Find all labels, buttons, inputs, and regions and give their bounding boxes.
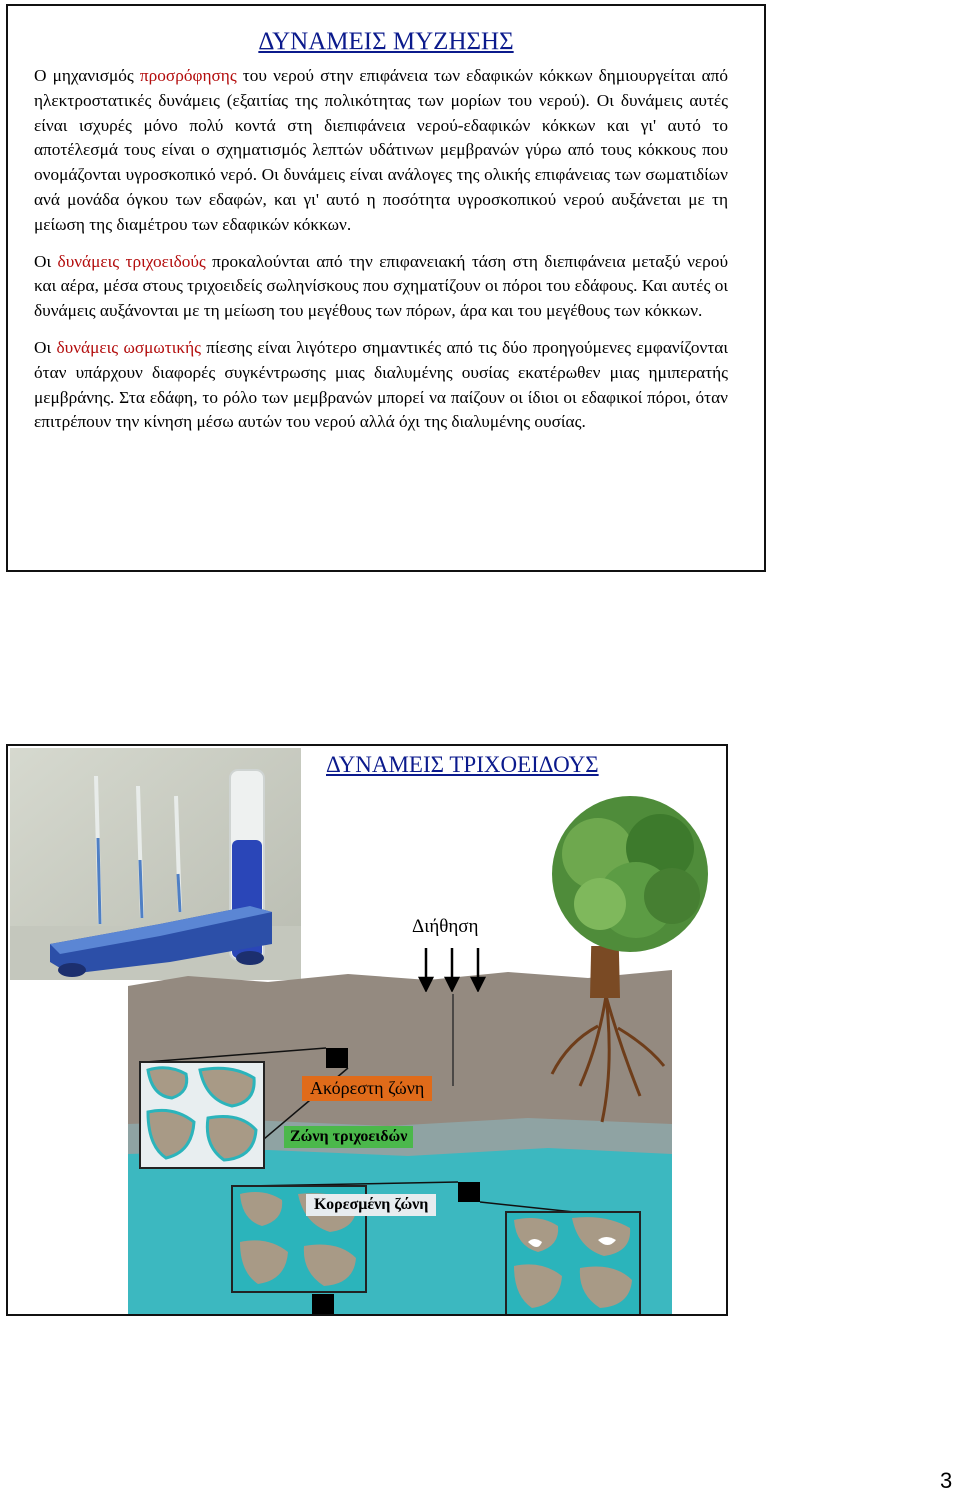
infiltration-arrows bbox=[416, 946, 488, 992]
term-osmotic: δυνάμεις ωσμωτικής bbox=[56, 337, 201, 357]
inset-capillary-pores bbox=[506, 1212, 640, 1316]
slide-capillary-forces bbox=[6, 744, 728, 1316]
page-number: 3 bbox=[940, 1468, 953, 1493]
label-capillary-zone: Ζώνη τριχοειδών bbox=[284, 1126, 413, 1148]
paragraph-capillary: Οι δυνάμεις τριχοειδούς προκαλούνται από την επιφανειακή τάση στη διεπιφάνεια μεταξύ νερού και αέρα, μέσα στους τριχοειδείς σωληνίσκους που σχηματίζουν οι πόροι του εδάφους. Και αυτές οι δυνάμεις αυξάνονται με τη μείωση του μεγέθους των πόρων, άρα και του μεγέθους των κόκκων. bbox=[34, 251, 729, 321]
inset-unsaturated-pores bbox=[140, 1062, 264, 1168]
zoom-marker-unsaturated bbox=[326, 1048, 348, 1068]
tree-canopy bbox=[540, 784, 720, 964]
term-capillary: δυνάμεις τριχοειδούς bbox=[57, 251, 206, 271]
zoom-marker-saturated bbox=[312, 1294, 334, 1314]
paragraph-adsorption: Ο μηχανισμός προσρόφησης του νερού στην επιφάνεια των εδαφικών κόκκων δημιουργείται από ηλεκτροστατικές δυνάμεις (εξαιτίας της πολικότητας των μορίων του νερού). Οι δυνάμεις αυτές είναι ισχυρές μόνο πολύ κοντά στη διεπιφάνεια νερού-εδαφικών κόκκων και γι' αυτό το αποτέλεσμά τους είναι ο σχηματισμός λεπτών υδάτινων μεμβρανών γύρω από τους κόκκους που ονομάζονται υγροσκοπικό νερό. Οι δυνάμεις είναι ανάλογες της ολικής επιφάνειας των σωματιδίων ανά μονάδα όγκου των εδαφών, και γι' αυτό η ποσότητα υγροσκοπικού νερού αυξάνεται με τη μείωση της διαμέτρου των εδαφικών κόκκων. bbox=[34, 66, 728, 234]
slide1-body bbox=[34, 64, 728, 447]
slide-suction-forces bbox=[6, 4, 766, 572]
term-adsorption: προσρόφησης bbox=[139, 66, 237, 85]
zoom-marker-capillary bbox=[458, 1182, 480, 1202]
slide2-title: ΔΥΝΑΜΕΙΣ ΤΡΙΧΟΕΙΔΟΥΣ bbox=[326, 752, 599, 777]
label-unsaturated-zone: Ακόρεστη ζώνη bbox=[302, 1076, 432, 1101]
paragraph-osmotic: Οι δυνάμεις ωσμωτικής πίεσης είναι λιγότερο σημαντικές από τις δύο προηγούμενες εμφανίζονται όταν υπάρχουν διαφορές συγκέντρωσης μιας διαλυμένης ουσίας εκατέρωθεν μιας ημιπερατής μεμβράνης. Στα εδάφη, το ρόλο των μεμβρανών μπορεί να παίζουν οι ίδιοι οι εδαφικοί πόροι, όταν επιτρέπουν την κίνηση μέσω αυτών του νερού αλλά όχι της διαλυμένης ουσίας. bbox=[34, 337, 729, 432]
slide1-title: ΔΥΝΑΜΕΙΣ ΜΥΖΗΣΗΣ bbox=[258, 28, 514, 55]
label-infiltration: Διήθηση bbox=[412, 916, 479, 937]
label-saturated-zone: Κορεσμένη ζώνη bbox=[306, 1194, 436, 1216]
